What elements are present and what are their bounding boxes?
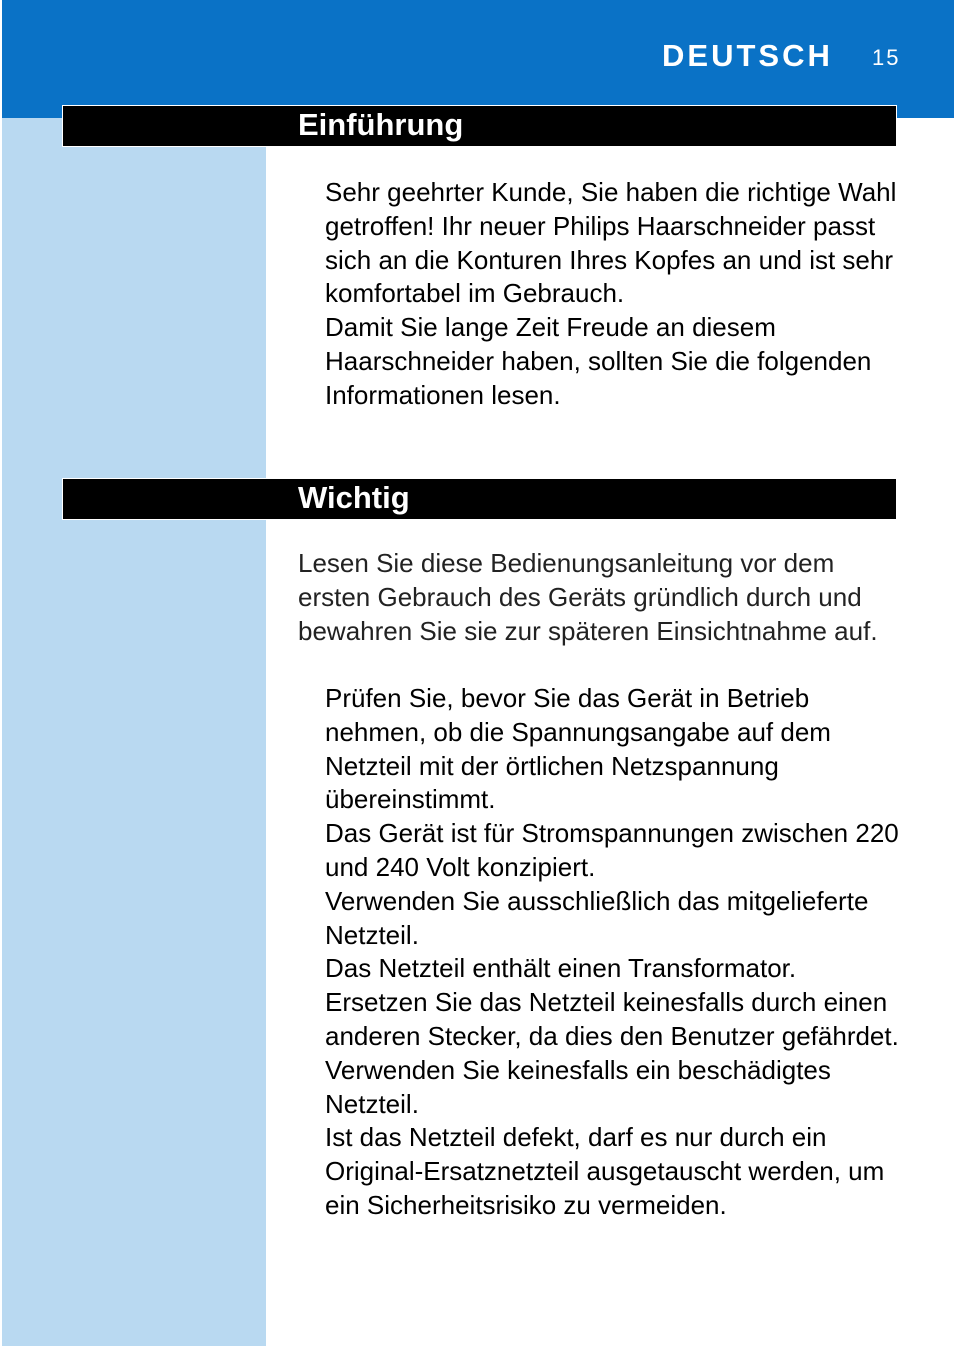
page-number: 15 <box>872 45 901 70</box>
list-item: Das Netzteil enthält einen Transformator. Ersetzen Sie das Netzteil keinesfalls durch einen anderen Stecker, da dies den Benutzer gefährdet. <box>325 953 899 1051</box>
list-item: Ist das Netzteil defekt, darf es nur durch ein Original-Ersatznetzteil ausgetauscht werden, um ein Sicherheitsrisiko zu vermeiden. <box>325 1122 885 1220</box>
intro-body <box>325 176 905 413</box>
list-item: Verwenden Sie keinesfalls ein beschädigtes Netzteil. <box>325 1054 831 1119</box>
language-label: DEUTSCH <box>662 38 833 73</box>
list-item: Das Gerät ist für Stromspannungen zwischen 220 und 240 Volt konzipiert. <box>325 818 899 882</box>
list-item: Verwenden Sie ausschließlich das mitgelieferte Netzteil. <box>325 885 869 950</box>
intro-paragraph: Damit Sie lange Zeit Freude an diesem Haarschneider haben, sollten Sie die folgenden Informationen lesen. <box>325 312 872 410</box>
section-title-important: Wichtig <box>298 480 410 515</box>
important-list <box>325 682 905 1223</box>
list-item: Prüfen Sie, bevor Sie das Gerät in Betrieb nehmen, ob die Spannungsangabe auf dem Netzteil mit der örtlichen Netzspannung übereinstimmt. <box>325 683 831 815</box>
section-bar-intro <box>62 105 897 147</box>
section-bar-important <box>62 478 897 520</box>
intro-paragraph: Sehr geehrter Kunde, Sie haben die richtige Wahl getroffen! Ihr neuer Philips Haarschneider passt sich an die Konturen Ihres Kopfes an und ist sehr komfortabel im Gebrauch. <box>325 177 897 309</box>
sidebar-band <box>2 118 266 1346</box>
section-title-intro: Einführung <box>298 107 464 142</box>
lead-paragraph: Lesen Sie diese Bedienungsanleitung vor dem ersten Gebrauch des Geräts gründlich durch und bewahren Sie sie zur späteren Einsichtnahme auf. <box>298 548 878 646</box>
important-lead <box>298 547 898 648</box>
